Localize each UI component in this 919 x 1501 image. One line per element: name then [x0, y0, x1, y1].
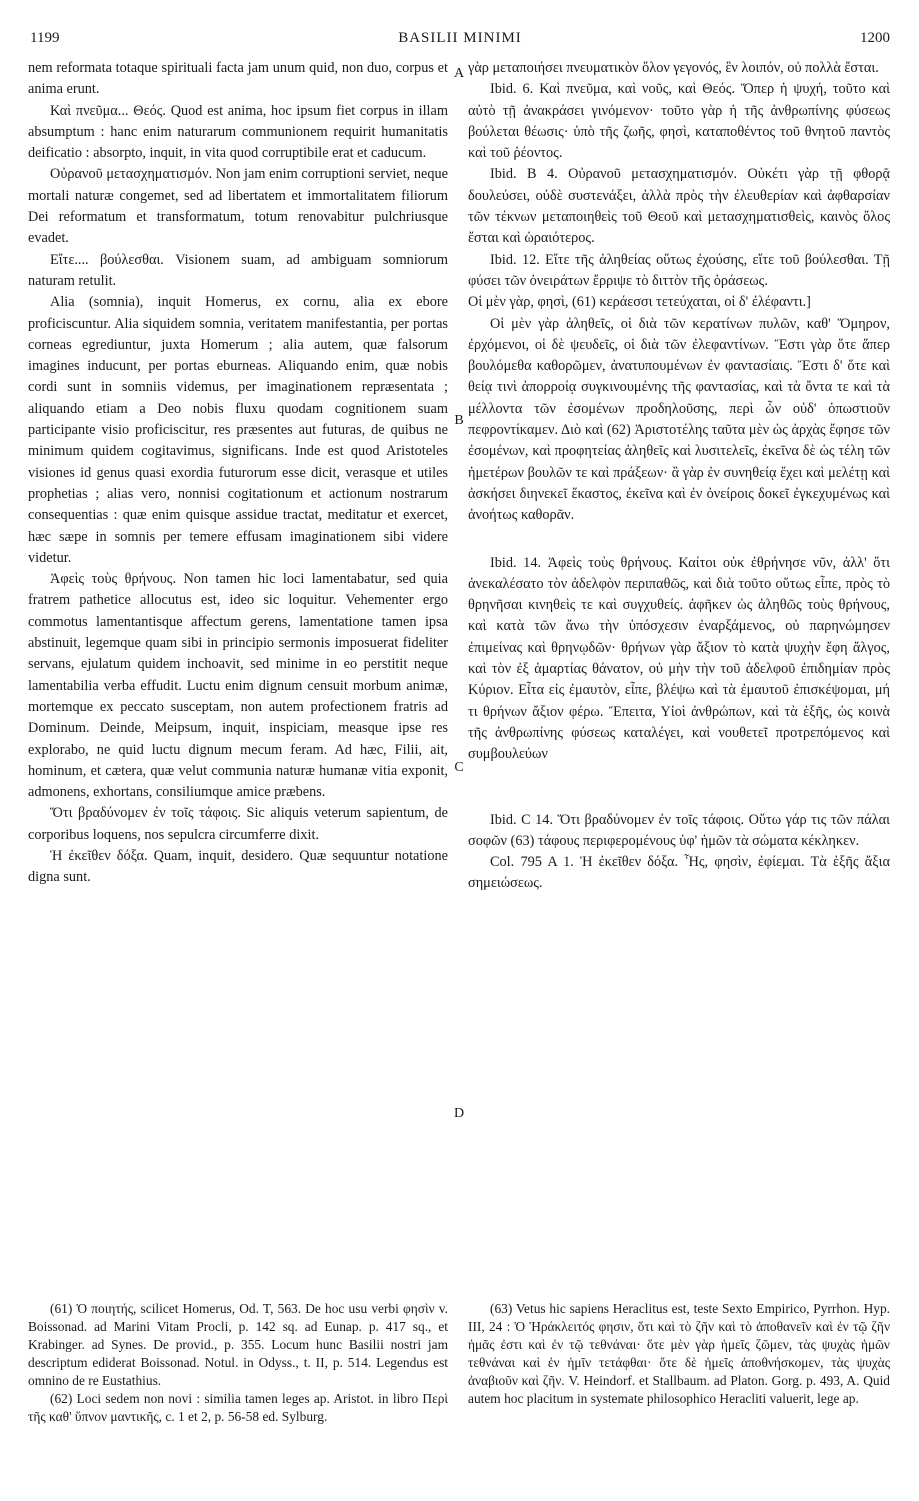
latin-paragraph: Alia (somnia), inquit Homerus, ex cornu, alia ex ebore proficiscuntur. Alia siquidem somnia, veritatem manifestantia, per portas corneas egrediuntur, juxta Homerum ; alia autem, quæ falsorum imagines inducunt, per portas eburneas. Aliquando enim, quæ nobis cordi sunt in somniis videmus, per imaginationem repræsentata ; aliquando etiam a Deo nobis fluxu quodam cognitionem suam participante visio proficiscitur, res præsentes aut futuras, de quibus ne minimum quidem cogitavimus, significans. Inde est quod Aristoteles visiones id genus quasi exordia futurorum esse dicit, verasque et utiles prophetias ; alias vero, nonnisi cogitationum et actionum nostrarum consequentias : quæ enim quisque assidue tractat, meditatur et exercet, hæc sæpe in somnis per temere effusam imaginationem sibi videre videtur.: [28, 294, 448, 566]
greek-paragraph: Ibid. C 14. Ὅτι βραδύνομεν ἐν τοῖς τάφοις. Οὕτω γάρ τις τῶν πάλαι σοφῶν (63) τάφους περιφερομένους ὑφ' ἡμῶν τὰ σώματα κέκληκεν.: [468, 811, 890, 849]
latin-paragraph: Ὅτι βραδύνομεν ἐν τοῖς τάφοις. Sic aliquis veterum sapientum, de corporibus loquens, nos sepulcra circumferre dixit.: [28, 805, 448, 843]
footnotes-left: [28, 1300, 448, 1426]
footnote: (62) Loci sedem non novi : similia tamen leges ap. Aristot. in libro Περὶ τῆς καθ' ὕπνον μαντικῆς, c. 1 et 2, p. 56-58 ed. Sylburg.: [28, 1391, 448, 1424]
margin-marker-a: A: [453, 66, 465, 81]
greek-paragraph: Οἱ μὲν γὰρ ἀληθεῖς, οἱ διὰ τῶν κερατίνων πυλῶν, καθ' Ὅμηρον, ἐρχόμενοι, οἱ δὲ ψευδεῖς, οἱ διὰ τῶν ἐλεφαντίνων. Ἔστι γὰρ ὅτε ἅπερ βουλόμεθα καθορῶμεν, ἀνατυπουμένων ἐν φαντασίαις. Ἔστι δ' ὅτε καὶ θείᾳ τινὶ ἀπορροίᾳ συγκινουμένης τῆς φαντασίας, καὶ τὰ ὄντα τε καὶ τὰ μέλλοντα τῶν ἐσομένων προδηλοῦσης, περὶ ὧν οὐδ' ὁπωστιοῦν πεφροντίκαμεν. Διὸ καὶ (62) Ἀριστοτέλης ταῦτα μὲν ὡς ἀρχὰς ἔφησε τῶν ἐσομένων, καὶ προφητείας ἀληθεῖς καὶ λυσιτελεῖς, ἐκεῖνα δὲ ὡς τέλη τῶν ἡμετέρων βουλῶν τε καὶ πράξεων· ἃ γὰρ ἐν συνηθείᾳ ἔχει καὶ μελέτῃ καὶ ἀσκήσει διηνεκεῖ ἕκαστος, ἐκεῖνα καὶ ἐν ὀνείροις δοκεῖ ἐγκεχυμένως καὶ ἀνοήτως καθορᾶν.: [468, 315, 890, 524]
footnotes-right: [468, 1300, 890, 1408]
latin-paragraph: Καὶ πνεῦμα... Θεός. Quod est anima, hoc ipsum fiet corpus in illam absumptum : hanc enim naturarum communionem requirit humanitatis deificatio : absorpto, inquit, in vita quod corruptibile erat et caducum.: [28, 102, 448, 162]
page-number-right: 1200: [860, 30, 890, 46]
latin-paragraph: Οὐρανοῦ μετασχηματισμόν. Non jam enim corruptioni serviet, neque mortali naturæ congemet, sed ad libertatem et immortalitatem filiorum Dei reformatum et transformatum, totum renovabitur pulchriusque evadet.: [28, 166, 448, 247]
margin-marker-d: D: [453, 1106, 465, 1121]
running-title: BASILII MINIMI: [398, 30, 522, 46]
greek-column: [468, 58, 890, 895]
latin-column: [28, 58, 448, 889]
latin-paragraph: Ἡ ἐκεῖθεν δόξα. Quam, inquit, desidero. Quæ sequuntur notatione digna sunt.: [28, 847, 448, 886]
page-number-left: 1199: [30, 30, 60, 46]
margin-marker-b: B: [454, 413, 464, 428]
page-header: [30, 30, 890, 54]
homer-quotation: Οἱ μὲν γὰρ, φησὶ, (61) κεράεσσι τετεύχαται, οἱ δ' ἐλέφαντι.]: [468, 294, 811, 311]
margin-marker-c: C: [454, 760, 464, 775]
footnote: (61) Ὁ ποιητής, scilicet Homerus, Od. T, 563. De hoc usu verbi φησὶν v. Boissonad. ad Marini Vitam Procli, p. 142 sq. ad Eunap. p. 417 sq., et Krabinger. ad Synes. De provid., p. 355. Locum hunc Basilii nostri jam descriptum ediderat Boissonad. Notul. in Odyss., t. II, p. 514. Legendus est omnino de re Eustathius.: [28, 1301, 448, 1388]
greek-paragraph: Ibid. 6. Καὶ πνεῦμα, καὶ νοῦς, καὶ Θεός. Ὅπερ ἡ ψυχή, τοῦτο καὶ αὐτὸ τῇ ἀνακράσει γινόμενον· τοῦτο γὰρ ἡ τῆς ἀνθρωπίνης φύσεως βούλεται θέωσις· ὑπὸ τῆς ζωῆς, φησὶ, καταποθέντος τοῦ θνητοῦ παντὸς καὶ τοῦ ῥέοντος.: [468, 81, 890, 162]
greek-paragraph: Ibid. B 4. Οὐρανοῦ μετασχηματισμόν. Οὐκέτι γὰρ τῇ φθορᾷ δουλεύσει, οὐδὲ συστενάξει, ἀλλὰ πρὸς τὴν ἐλευθερίαν καὶ ἀφθαρσίαν τῶν τέκνων μεταποιηθεὶς τοῦ Θεοῦ καὶ μετασχηματισθεὶς, καινὸς ὅλος ἔσται καὶ ὡραιότερος.: [468, 166, 890, 247]
greek-paragraph: Col. 795 A 1. Ἡ ἐκεῖθεν δόξα. Ἧς, φησὶν, ἐφίεμαι. Τὰ ἑξῆς ἄξια σημειώσεως.: [468, 854, 890, 892]
latin-paragraph: Ἀφεὶς τοὺς θρήνους. Non tamen hic loci lamentabatur, sed quia fratrem pathetice allocutus est, ideo sic loquitur. Vehementer ergo commotus lamentantisque affectum gerens, lamentatione tamen ipsa abstinuit, legemque quam sibi in principio sermonis imposuerat fideliter servans, ejulatum quidem inchoavit, sed minime in eo perstitit neque lamentabilia verba effudit. Luctu enim dignum censuit morbum animæ, mortemque ex peccato susceptam, non autem profectionem fratris ad Dominum. Deinde, Meipsum, inquit, inspiciam, measque ipse res explorabo, ne quid luctu dignum mecum feram. Ad hæc, Filii, ait, hominum, et cætera, quæ velut communia naturæ humanæ vitia exponit, admonens, exhortans, consiliumque amice præbens.: [28, 571, 448, 801]
greek-paragraph: Ibid. 14. Ἀφεὶς τοὺς θρήνους. Καίτοι οὐκ ἐθρήνησε νῦν, ἀλλ' ὅτι ἀνεκαλέσατο τὸν ἀδελφὸν περιπαθῶς, καὶ διὰ τοῦτο οὕτως εἶπε, πρὸς τὸ θρηνῆσαι κινηθεὶς τε καὶ συγχυθείς. ἀφῆκεν ὡς ἀληθῶς τοὺς θρήνους, καὶ κατὰ τῶν ἄνω τὴν ὑπόσχεσιν ἐναρξάμενος, οὐ παρηνώμησεν ἐπιμείνας καὶ θρηνῳδῶν· θρήνων γὰρ ἄξιον τὸ κατὰ ψυχὴν ἔφη ἄλγος, καὶ τὸν ἐξ ἁμαρτίας θάνατον, οὐ μὴν τὴν τοῦ ἀδελφοῦ ἐπιδημίαν πρὸς Κύριον. Εἶτα εἰς ἐμαυτὸν, εἶπε, βλέψω καὶ τὰ ἐμαυτοῦ ἐπισκέψομαι, μή τι θρήνων ἄξιον φέρω. Ἔπειτα, Υἱοὶ ἀνθρώπων, καὶ τὰ ἑξῆς, ὡς κοινὰ τῆς ἀνθρωπίνης φύσεως καταλέγει, καὶ νουθετεῖ προτρεπόμενος καὶ συμβουλεύων: [468, 554, 890, 763]
greek-paragraph: Ibid. 12. Εἴτε τῆς ἀληθείας οὕτως ἐχούσης, εἴτε τοῦ βούλεσθαι. Τῇ φύσει τῶν ὀνειράτων ἔρριψε τὸ διττὸν τῆς ὁράσεως.: [468, 251, 890, 289]
greek-paragraph: γὰρ μεταποιήσει πνευματικὸν ὅλον γεγονός, ἓν λοιπόν, οὐ πολλὰ ἔσται.: [468, 60, 879, 76]
latin-paragraph: nem reformata totaque spirituali facta jam unum quid, non duo, corpus et anima erunt.: [28, 60, 448, 98]
latin-paragraph: Εἴτε.... βούλεσθαι. Visionem suam, ad ambiguam somniorum naturam retulit.: [28, 251, 448, 289]
footnote: (63) Vetus hic sapiens Heraclitus est, teste Sexto Empirico, Pyrrhon. Hyp. III, 24 : Ὁ Ἡράκλειτός φησιν, ὅτι καὶ τὸ ζῆν καὶ τὸ ἀποθανεῖν καὶ ἐν τῷ ζῆν ἡμᾶς ἐστι καὶ ἐν τῷ τεθνάναι· ὅτε μὲν γὰρ ἡμεῖς ζῶμεν, τὰς ψυχὰς ἡμῶν τεθνάναι καὶ ἐν ἡμῖν τετάφθαι· ὅτε δὲ ἡμεῖς ἀποθνήσκομεν, τὰς ψυχὰς ἀναβιοῦν καὶ ζῆν. V. Heindorf. et Stallbaum. ad Platon. Gorg. p. 493, A. Quid autem hoc placitum in systemate philosophico Heracliti valuerit, lege ap.: [468, 1301, 890, 1406]
